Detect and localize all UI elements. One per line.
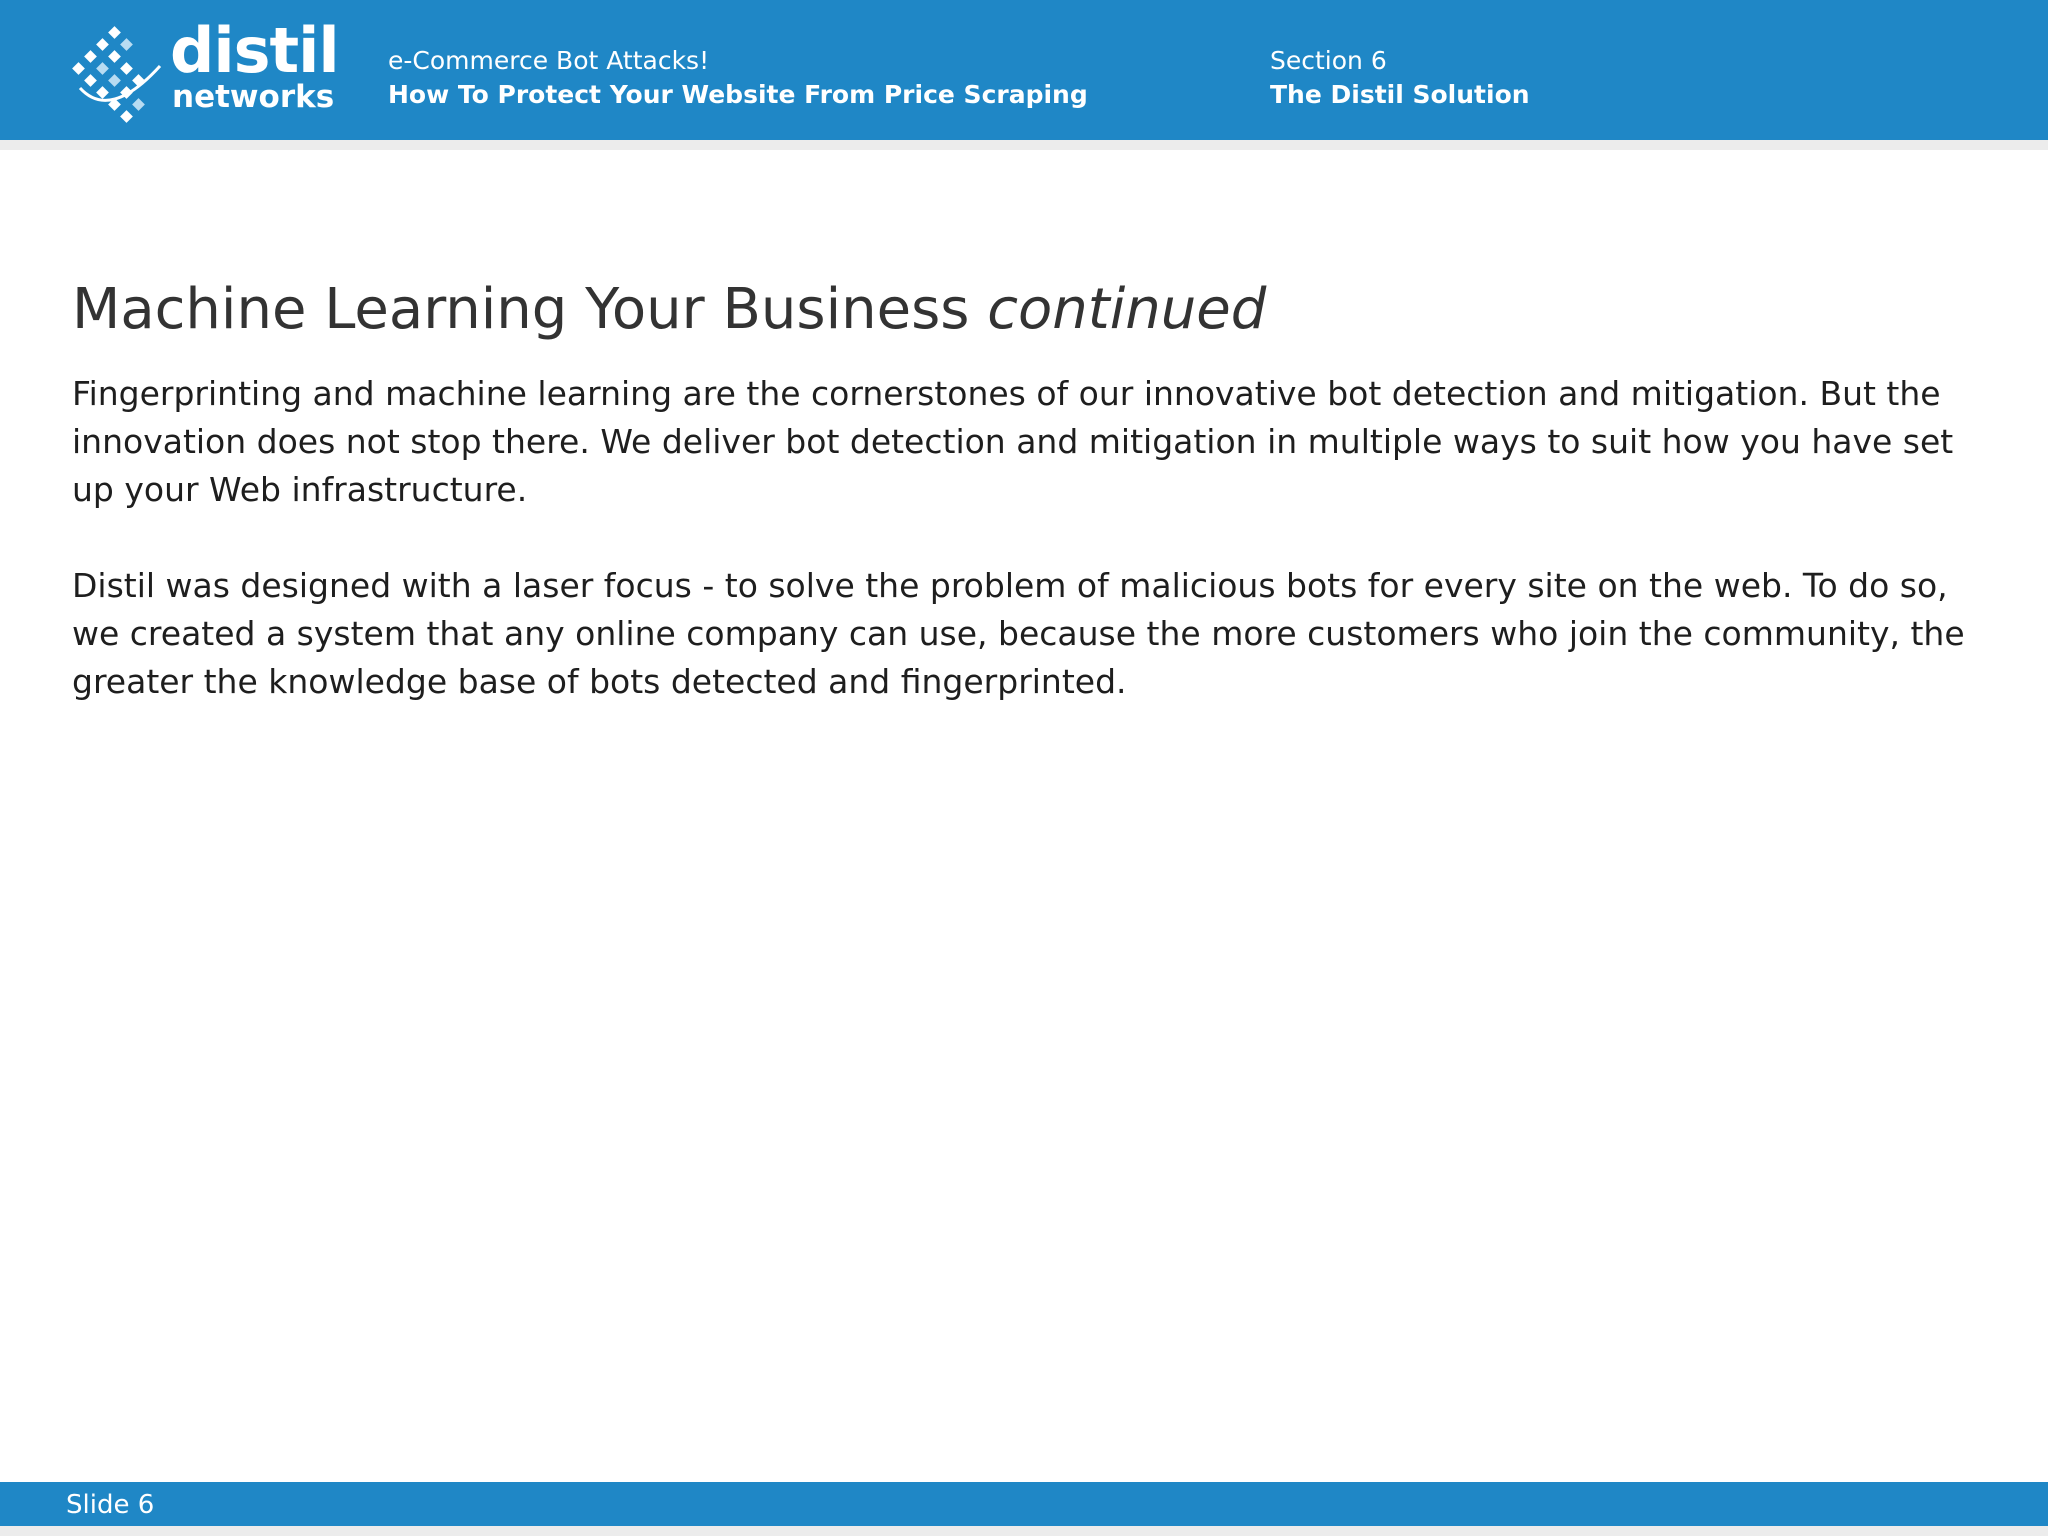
section-label: Section 6	[1270, 46, 1387, 75]
logo-wordmark-networks: networks	[172, 79, 335, 115]
course-title: How To Protect Your Website From Price Scraping	[388, 80, 1088, 109]
footer-divider	[0, 1526, 2048, 1536]
footer-bar	[0, 1482, 2048, 1526]
section-title: The Distil Solution	[1270, 80, 1530, 109]
logo-mark-icon	[70, 26, 170, 126]
logo-wordmark-distil: distil	[170, 14, 339, 87]
page-title-emphasis: continued	[987, 277, 1267, 342]
body-paragraph-1: Fingerprinting and machine learning are the cornerstones of our innovative bot detection and mitigation. But the innovation does not stop there. We deliver bot detection and mitigation in multiple ways to suit how you have set up your Web infrastructure.	[72, 374, 1954, 509]
header-bar	[0, 0, 2048, 140]
body-paragraph-2: Distil was designed with a laser focus - to solve the problem of malicious bots for every site on the web. To do so, we created a system that any online company can use, because the more customers who join the community, the greater the knowledge base of bots detected and fingerprinted.	[72, 566, 1965, 701]
page-title-main: Machine Learning Your Business	[72, 277, 970, 342]
section-title-block	[1270, 44, 1530, 112]
course-title-block	[388, 44, 1088, 112]
header-divider	[0, 140, 2048, 150]
page-title	[72, 272, 1992, 348]
course-subtitle: e-Commerce Bot Attacks!	[388, 46, 710, 75]
slide-number: Slide 6	[66, 1490, 155, 1520]
slide-content	[72, 272, 1992, 706]
distil-networks-logo	[70, 14, 339, 124]
